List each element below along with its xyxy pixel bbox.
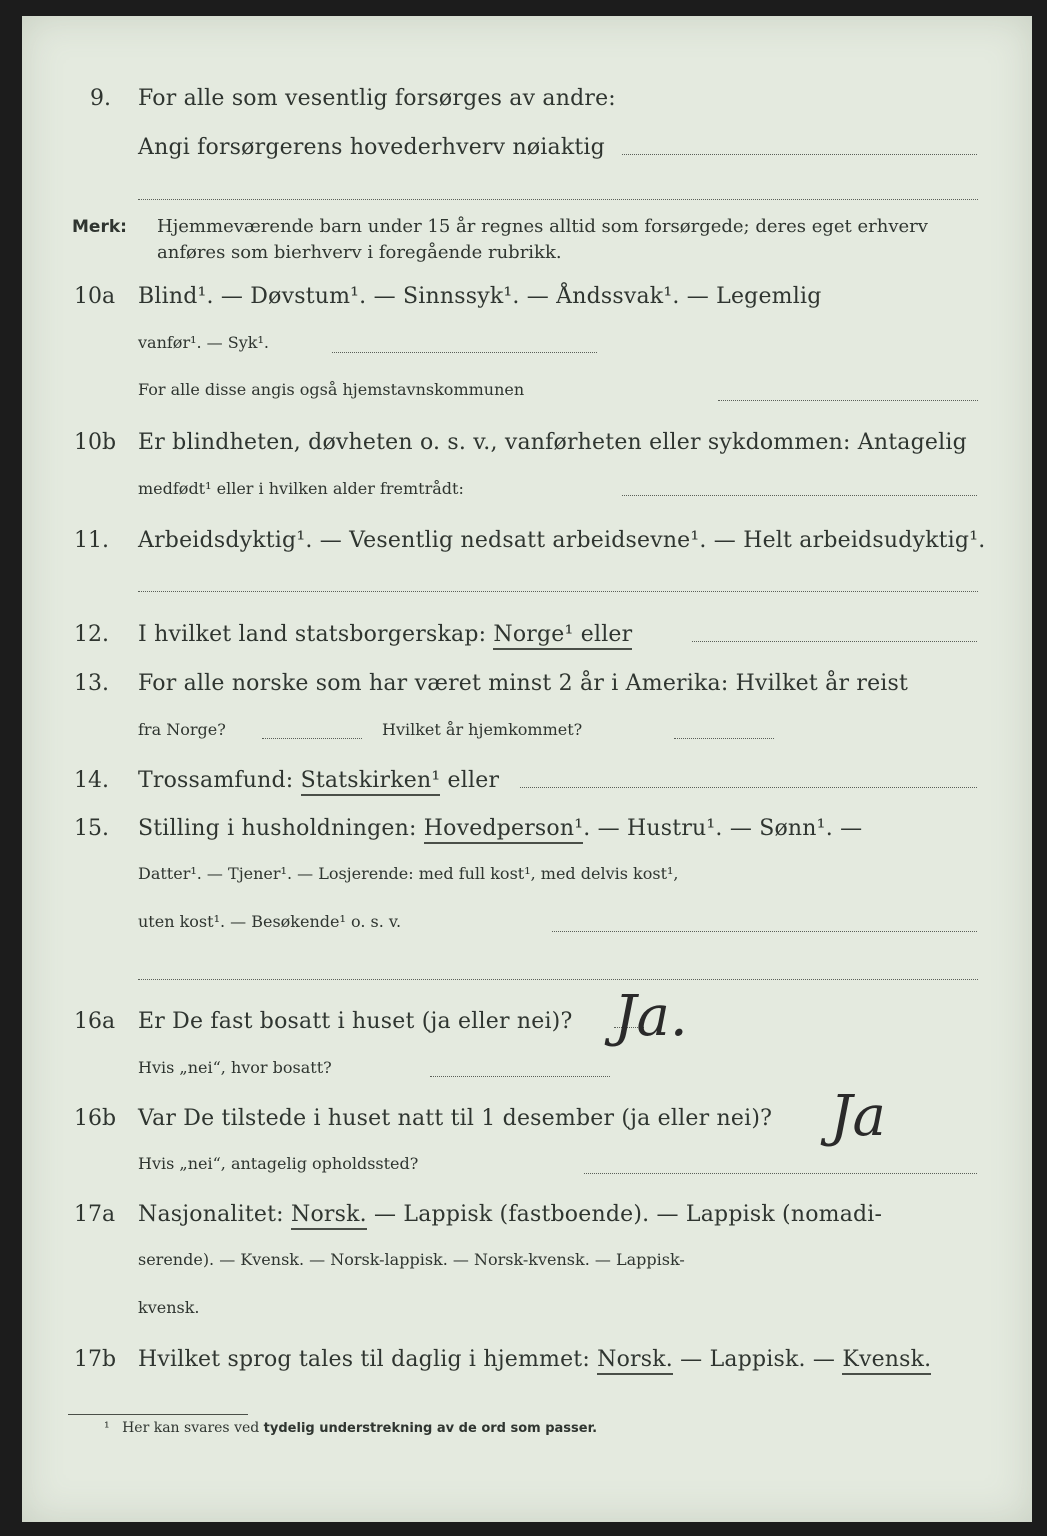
- q10b-text1: Er blindheten, døvheten o. s. v., vanførheten eller sykdommen: Antagelig: [138, 430, 967, 455]
- footnote-mark: ¹: [104, 1420, 110, 1436]
- q9-answer-line2[interactable]: [138, 198, 978, 200]
- q13-text1: For alle norske som har været minst 2 år i Amerika: Hvilket år reist: [138, 671, 909, 696]
- q14-text: Trossamfund:: [138, 768, 301, 793]
- q12-number: 12.: [74, 622, 109, 647]
- q17a-text-rest: — Lappisk (fastboende). — Lappisk (nomadi-: [366, 1202, 883, 1227]
- q10b-number: 10b: [74, 430, 117, 455]
- q11-number: 11.: [74, 528, 109, 553]
- q13-hjemkommet-line[interactable]: [674, 737, 774, 739]
- merk-text1: Hjemmeværende barn under 15 år regnes alltid som forsørgede; deres eget erhverv: [157, 216, 928, 237]
- q16a-handwritten-answer: Ja.: [614, 984, 688, 1049]
- q15-answer-line[interactable]: [552, 930, 977, 932]
- q15-hovedperson-underlined: Hovedperson¹: [424, 816, 584, 844]
- q15-text2: Datter¹. — Tjener¹. — Losjerende: med full kost¹, med delvis kost¹,: [138, 864, 679, 883]
- q10a-text3: For alle disse angis også hjemstavnskommunen: [138, 380, 525, 399]
- q12-norge-underlined: Norge¹ eller: [493, 622, 632, 650]
- q16a-bosatt-line[interactable]: [430, 1075, 610, 1077]
- q10b-line2: [138, 479, 464, 519]
- q17b-text: Hvilket sprog tales til daglig i hjemmet:: [138, 1347, 598, 1372]
- q14-answer-line[interactable]: [520, 786, 977, 788]
- q16a-text2: Hvis „nei“, hvor bosatt?: [138, 1058, 332, 1077]
- q10a-line3: [138, 380, 524, 420]
- q10a-text1: Blind¹. — Døvstum¹. — Sinnssyk¹. — Åndssvak¹. — Legemlig: [138, 284, 822, 309]
- q10a-hjemstavn-line[interactable]: [718, 399, 978, 401]
- q10a-line2: [138, 333, 269, 373]
- footnote-rule: [68, 1414, 248, 1415]
- q17b-number: 17b: [74, 1347, 117, 1372]
- q17b-kvensk-underlined: Kvensk.: [842, 1347, 931, 1375]
- q13-number: 13.: [74, 671, 109, 696]
- q14-statskirken-underlined: Statskirken¹: [301, 768, 441, 796]
- q17a-text3: kvensk.: [138, 1298, 200, 1317]
- q16b-opholdssted-line[interactable]: [584, 1172, 977, 1174]
- q13-reist-line[interactable]: [262, 737, 362, 739]
- q17a-line3: [138, 1298, 200, 1338]
- q9-text1: For alle som vesentlig forsørges av andre:: [138, 86, 616, 111]
- q15-text-rest: . — Hustru¹. — Sønn¹. —: [583, 816, 863, 841]
- footnote-text: Her kan svares ved: [122, 1420, 264, 1436]
- q15-text3: uten kost¹. — Besøkende¹ o. s. v.: [138, 912, 402, 931]
- q17b-norsk-underlined: Norsk.: [597, 1347, 673, 1375]
- q12-text: I hvilket land statsborgerskap:: [138, 622, 494, 647]
- q17a-text2: serende). — Kvensk. — Norsk-lappisk. — Norsk-kvensk. — Lappisk-: [138, 1250, 685, 1269]
- q12-answer-line[interactable]: [692, 640, 977, 642]
- q15-line3: [138, 912, 401, 952]
- q16b-text2: Hvis „nei“, antagelig opholdssted?: [138, 1154, 419, 1173]
- q17a-line2: [138, 1250, 685, 1290]
- q17b-mid: — Lappisk. —: [672, 1347, 843, 1372]
- q14-eller: eller: [440, 768, 500, 793]
- q13-text2b: Hvilket år hjemkommet?: [382, 720, 583, 739]
- merk-text2: anføres som bierhverv i foregående rubrikk.: [157, 242, 562, 263]
- q13-line2: [138, 720, 226, 760]
- q10a-number: 10a: [74, 284, 116, 309]
- q14-number: 14.: [74, 768, 109, 793]
- footnote-bold-text: tydelig understrekning av de ord som passer.: [263, 1421, 598, 1436]
- q16b-handwritten-answer: Ja: [830, 1084, 886, 1149]
- q15-line2: [138, 864, 679, 904]
- q17a-norsk-underlined: Norsk.: [291, 1202, 367, 1230]
- q9-number: 9.: [90, 86, 111, 111]
- q15-number: 15.: [74, 816, 109, 841]
- q16a-line2: [138, 1058, 332, 1098]
- q11-answer-line[interactable]: [138, 590, 978, 592]
- q10a-answer-line[interactable]: [332, 351, 597, 353]
- q16a-number: 16a: [74, 1009, 116, 1034]
- q10b-text2: medfødt¹ eller i hvilken alder fremtrådt:: [138, 479, 464, 498]
- q16b-number: 16b: [74, 1106, 117, 1131]
- q10a-text2: vanfør¹. — Syk¹.: [138, 333, 269, 352]
- q17a-number: 17a: [74, 1202, 116, 1227]
- q9-text2: Angi forsørgerens hovederhverv nøiaktig: [138, 135, 605, 160]
- footnote: [104, 1420, 597, 1436]
- q10b-answer-line[interactable]: [622, 494, 977, 496]
- q11-text1: Arbeidsdyktig¹. — Vesentlig nedsatt arbeidsevne¹. — Helt arbeidsudyktig¹.: [138, 528, 986, 553]
- q17a-text: Nasjonalitet:: [138, 1202, 291, 1227]
- q16a-text1: Er De fast bosatt i huset (ja eller nei)?: [138, 1009, 573, 1034]
- merk-line2: [157, 242, 562, 282]
- census-form-sheet: [22, 16, 1032, 1522]
- q13-text2a: fra Norge?: [138, 720, 226, 739]
- q16b-text1: Var De tilstede i huset natt til 1 desember (ja eller nei)?: [138, 1106, 773, 1131]
- q9-answer-line[interactable]: [622, 153, 977, 155]
- q13-line2b: [382, 720, 582, 760]
- merk-label: Merk:: [72, 217, 127, 237]
- q15-text: Stilling i husholdningen:: [138, 816, 424, 841]
- q16b-line2: [138, 1154, 418, 1194]
- q15-answer-line2[interactable]: [138, 978, 978, 980]
